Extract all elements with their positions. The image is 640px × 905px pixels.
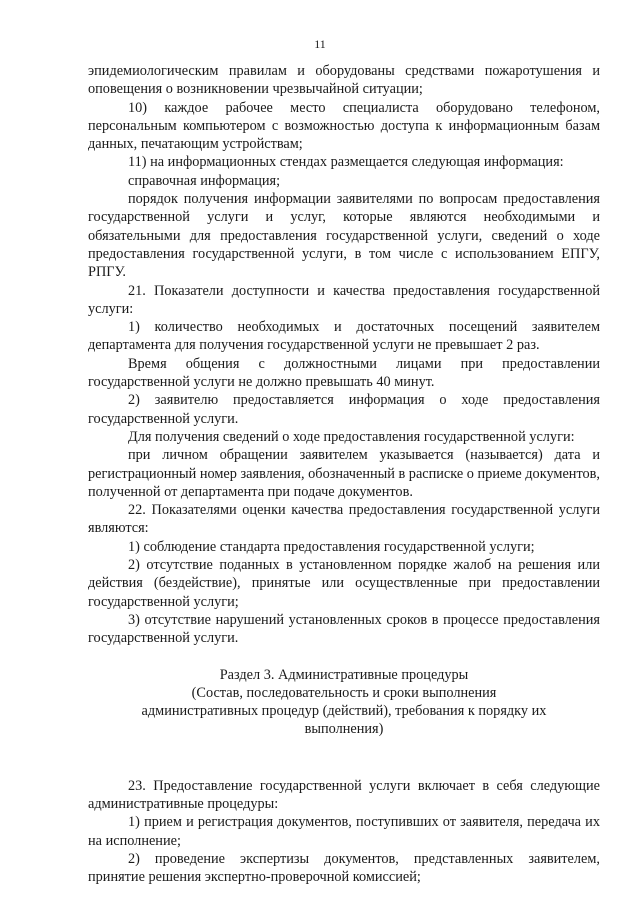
paragraph-22-item-3: 3) отсутствие нарушений установленных сроков в процессе предоставления государственной услуги. bbox=[88, 611, 600, 647]
paragraph-23-item-2: 2) проведение экспертизы документов, представленных заявителем, принятие решения экспертно-проверочной комиссией; bbox=[88, 850, 600, 886]
paragraph-info-procedure: порядок получения информации заявителями по вопросам предоставления государственной услуги и услуг, которые являются необходимыми и обязательными для предоставления государственной услуги, сведений о ходе предоставления государственной услуги, в том числе с использованием ЕПГУ, РПГУ. bbox=[88, 191, 600, 281]
paragraph-reference-info: справочная информация; bbox=[128, 172, 281, 189]
paragraph-21-item-1: 1) количество необходимых и достаточных посещений заявителем департамента для получения государственной услуги не превышает 2 раз. bbox=[88, 319, 600, 354]
paragraph-item-11: 11) на информационных стендах размещается следующая информация: bbox=[128, 154, 564, 171]
section-subtitle-line-2: административных процедур (действий), требования к порядку их bbox=[141, 703, 547, 720]
paragraph-continuation: эпидемиологическим правилам и оборудованы средствами пожаротушения и оповещения о возникновении чрезвычайной ситуации; bbox=[88, 63, 600, 98]
paragraph-clause-21: 21. Показатели доступности и качества предоставления государственной услуги: bbox=[88, 282, 600, 317]
section-subtitle-line-3: выполнения) bbox=[304, 721, 384, 738]
paragraph-communication-time: Время общения с должностными лицами при предоставлении государственной услуги не должно превышать 40 минут. bbox=[88, 355, 600, 391]
paragraph-21-item-2: 2) заявителю предоставляется информация о ходе предоставления государственной услуги. bbox=[88, 392, 600, 427]
section-title: Раздел 3. Административные процедуры bbox=[219, 666, 469, 683]
paragraph-clause-23: 23. Предоставление государственной услуги включает в себя следующие административные процедуры: bbox=[88, 777, 600, 812]
paragraph-22-item-1: 1) соблюдение стандарта предоставления государственной услуги; bbox=[128, 538, 535, 555]
paragraph-item-10: 10) каждое рабочее место специалиста оборудовано телефоном, персональным компьютером с возможностью доступа к информационным базам данных, печатающим устройствам; bbox=[88, 99, 600, 153]
paragraph-22-item-2: 2) отсутствие поданных в установленном порядке жалоб на решения или действия (бездействие), принятые или осуществленные при предоставлении государственной услуги; bbox=[88, 557, 600, 610]
section-heading bbox=[88, 666, 600, 739]
paragraph-personal-visit: при личном обращении заявителем указывается (называется) дата и регистрационный номер заявления, обозначенный в расписке о приеме документов, полученной от департамента при подаче документов. bbox=[88, 447, 600, 500]
paragraph-clause-22: 22. Показателями оценки качества предоставления государственной услуги являются: bbox=[88, 502, 600, 537]
page-number: 11 bbox=[314, 37, 326, 51]
section-subtitle-line-1: (Состав, последовательность и сроки выполнения bbox=[191, 684, 497, 701]
paragraph-23-item-1: 1) прием и регистрация документов, поступивших от заявителя, передача их на исполнение; bbox=[88, 814, 600, 849]
document-body bbox=[88, 62, 600, 886]
paragraph-status-info: Для получения сведений о ходе предоставления государственной услуги: bbox=[128, 428, 575, 445]
